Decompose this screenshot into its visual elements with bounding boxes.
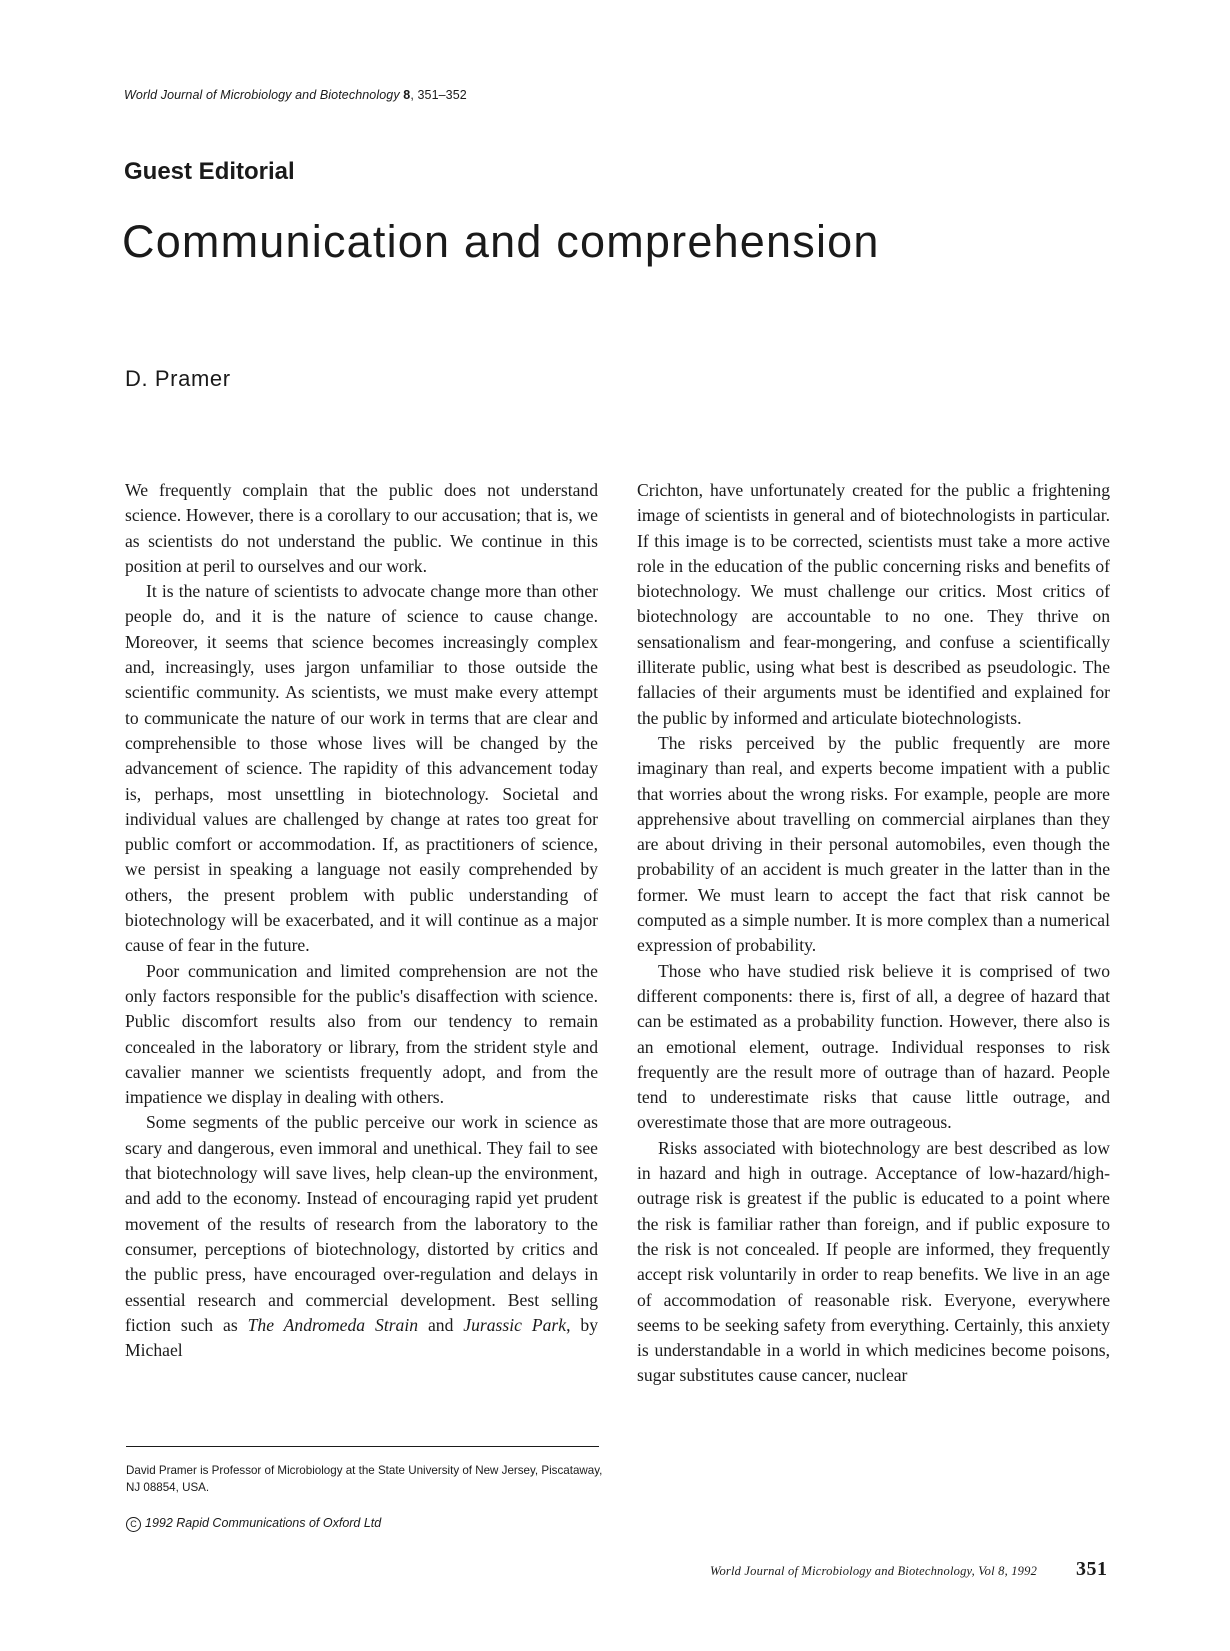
paragraph: Risks associated with biotechnology are best described as low in hazard and high in outrage. Acceptance of low-hazard/high-outrage risk is greatest if the public is educated to a point where the risk is familiar rather than foreign, and if public exposure to the risk is not concealed. If people are informed, they frequently accept risk voluntarily in order to reap benefits. We live in an age of accommodation of reasonable risk. Everyone, everywhere seems to be seeking safety from everything. Certainly, this anxiety is understandable in a world in which medicines become poisons, sugar substitutes cause cancer, nuclear (637, 1137, 1110, 1386)
page-number: 351 (1076, 1558, 1108, 1580)
author-name: D. Pramer (125, 366, 231, 391)
paragraph (125, 1110, 598, 1363)
journal-pages: , 351–352 (410, 88, 467, 102)
author-footnote: David Pramer is Professor of Microbiology at the State University of New Jersey, Piscataway, NJ 08854, USA. (126, 1464, 603, 1494)
paragraph: We frequently complain that the public does not understand science. However, there is a corollary to our accusation; that is, we as scientists do not understand the public. We continue in this position at peril to ourselves and our work. (125, 480, 598, 576)
copyright-text: 1992 Rapid Communications of Oxford Ltd (145, 1516, 382, 1530)
paragraph-text: , by Michael (125, 1314, 599, 1361)
paragraph: It is the nature of scientists to advocate change more than other people do, and it is the nature of science to cause change. Moreover, it seems that science becomes increasingly complex and, increasingly, uses jargon unfamiliar to those outside the scientific community. As scientists, we must make every attempt to communicate the nature of our work in terms that are clear and comprehensible to those whose lives will be changed by the advancement of science. The rapidity of this advancement today is, perhaps, most unsettling in biotechnology. Societal and individual values are challenged by change at rates too great for public comfort or accommodation. If, as practitioners of science, we persist in speaking a language not easily comprehended by others, the present problem with public understanding of biotechnology will be exacerbated, and it will continue as a major cause of fear in the future. (125, 581, 598, 956)
journal-header (124, 88, 467, 102)
paragraph: The risks perceived by the public frequently are more imaginary than real, and experts become impatient with a public that worries about the wrong risks. For example, people are more apprehensive about travelling on commercial airplanes than they are about driving in their personal automobiles, even though the probability of an accident is much greater in the latter than in the former. We must learn to accept the fact that risk cannot be computed as a simple number. It is more complex than a numerical expression of probability. (637, 732, 1110, 956)
paragraph-text: Some segments of the public perceive our work in science as scary and dangerous, even immoral and unethical. They fail to see that biotechnology will save lives, help clean-up the environment, and add to the economy. Instead of encouraging rapid yet prudent movement of the results of research from the laboratory to the consumer, perceptions of biotechnology, distorted by critics and the public press, have encouraged over-regulation and delays in essential research and commercial development. Best selling fiction such as (125, 1112, 598, 1335)
paragraph-text: and (418, 1314, 464, 1335)
footnote-divider (126, 1446, 599, 1447)
paragraph: Those who have studied risk believe it is comprised of two different components: there is, first of all, a degree of hazard that can be estimated as a probability function. However, there also is an emotional element, outrage. Individual responses to risk frequently are the result more of outrage than of hazard. People tend to underestimate risks that cause little outrage, and overestimate those that are more outrageous. (637, 960, 1110, 1133)
section-label: Guest Editorial (124, 158, 295, 185)
paragraph: Crichton, have unfortunately created for the public a frightening image of scientists in general and of biotechnologists in particular. If this image is to be corrected, scientists must take a more active role in the education of the public concerning risks and benefits of biotechnology. We must challenge our critics. Most critics of biotechnology are accountable to no one. They thrive on sensationalism and fear-mongering, and confuse a scientifically illiterate public, using what best is described as pseudologic. The fallacies of their arguments must be identified and explained for the public by informed and articulate biotechnologists. (637, 480, 1110, 728)
body-column-left (125, 478, 598, 1363)
book-title: Jurassic Park (463, 1314, 567, 1335)
book-title: The Andromeda Strain (247, 1314, 419, 1335)
footer-journal-citation: World Journal of Microbiology and Biotechnology, Vol 8, 1992 (710, 1564, 1038, 1578)
journal-name: World Journal of Microbiology and Biotechnology (124, 88, 400, 102)
paragraph: Poor communication and limited comprehension are not the only factors responsible for the public's disaffection with science. Public discomfort results also from our tendency to remain concealed in the laboratory or library, from the strident style and cavalier manner we scientists frequently adopt, and from the impatience we display in dealing with others. (125, 960, 598, 1108)
copyright-icon: C (126, 1517, 141, 1532)
copyright-notice (126, 1516, 381, 1532)
body-column-right (637, 478, 1110, 1389)
article-title: Communication and comprehension (122, 216, 880, 267)
journal-volume: 8 (403, 88, 411, 102)
